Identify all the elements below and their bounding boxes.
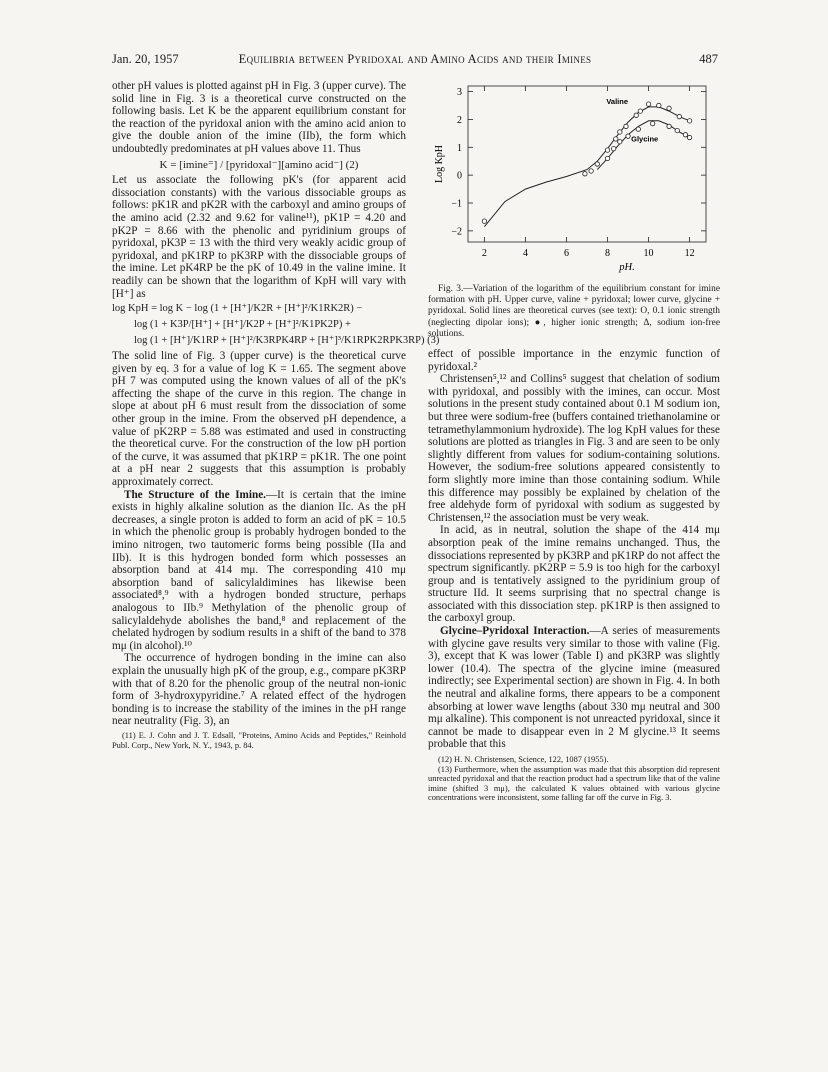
data-point-valine	[605, 148, 609, 152]
y-tick-label: −2	[451, 226, 462, 238]
data-point-valine	[646, 102, 650, 106]
data-point-valine	[624, 124, 628, 128]
data-point-valine	[618, 130, 622, 134]
data-point-glycine	[667, 124, 671, 128]
y-axis-label: Log KpH	[434, 144, 445, 184]
x-tick-label: 8	[605, 248, 611, 259]
paragraph: Christensen⁵,¹² and Collins⁵ suggest that chelation of sodium with pyridoxal, and possibly with the imines, can occur. Most solutions in the present study contained about 0.1 M sodium ion, but three were sodium-free (buffers contained triethanolamine or tetramethylammonium hydroxide). The log KpH values for these solutions are plotted as triangles in Fig. 3 and are seen to be only slightly different from values for sodium-containing solutions. However, the sodium-free solutions appeared consistently to form slightly more imine than those containing sodium. While this difference may possibly be explained by chelation of the free aldehyde form of pyridoxal with sodium as suggested by Christensen,¹² the association must be very weak.	[428, 373, 720, 524]
data-point-valine	[634, 113, 638, 117]
data-point-valine	[638, 109, 642, 113]
series-label-glycine: Glycine	[631, 134, 659, 144]
x-axis-label: pH.	[619, 262, 635, 273]
data-point-valine	[595, 162, 599, 166]
data-point-valine	[583, 172, 587, 176]
data-point-valine	[667, 106, 671, 110]
data-point-valine	[482, 219, 486, 223]
section-glycine	[428, 625, 720, 751]
page-number: 487	[699, 52, 718, 66]
x-tick-label: 6	[563, 248, 569, 259]
data-point-glycine	[683, 133, 687, 137]
series-label-valine: Valine	[606, 97, 629, 107]
x-tick-label: 12	[684, 248, 695, 259]
data-point-glycine	[626, 134, 630, 138]
y-tick-label: 2	[457, 114, 462, 126]
data-point-glycine	[687, 135, 691, 139]
data-point-glycine	[611, 146, 615, 150]
data-point-valine	[687, 119, 691, 123]
data-point-glycine	[675, 128, 679, 132]
section-heading: The Structure of the Imine.	[124, 488, 266, 501]
paragraph: other pH values is plotted against pH in Fig. 3 (upper curve). The solid line in Fig. 3 is a theoretical curve constructed on the following basis. Let K be the apparent equilibrium constant for the reaction of the pyridoxal anion with the amino acid anion to give the double anion of the imine (IIb), the form which undoubtedly predominates at pH values above 11. Thus	[112, 80, 406, 155]
data-point-glycine	[618, 140, 622, 144]
data-point-glycine	[650, 121, 654, 125]
figure-caption: Fig. 3.—Variation of the logarithm of the equilibrium constant for imine formation with pH. Upper curve, valine + pyridoxal; lower curve, glycine + pyridoxal. Solid lines are theoretical curves (see text): O, 0.1 ionic strength (neglecting dipolar ions); ●, higher ionic strength; Δ, sodium ion-free solutions.	[428, 284, 720, 339]
data-point-glycine	[605, 156, 609, 160]
data-point-valine	[657, 103, 661, 107]
section-structure	[112, 489, 406, 653]
y-tick-label: −1	[451, 198, 462, 210]
figure-3	[428, 80, 720, 280]
chart	[428, 80, 720, 280]
curve-valine	[484, 107, 689, 227]
section-text: —A series of measurements with glycine gave results very similar to those with valine (Fig. 3), except that K was lower (Table I) and pK3RP was slightly lower (10.4). The spectra of the glycine imine (measured indirectly; see Experimental section) are shown in Fig. 4. In both the neutral and alkaline forms, there appears to be a component absorbing at lower wave lengths (about 330 mμ neutral and 300 mμ alkaline). This component is not unreacted pyridoxal, since it cannot be made to disappear even in 2 M glycine.¹³ It seems probable that this	[428, 625, 720, 751]
x-tick-label: 2	[481, 248, 487, 259]
paragraph: Let us associate the following pK's (for apparent acid dissociation constants) with the various dissociable groups as follows: pK1R and pK2R with the carboxyl and amino groups of the amino acid (2.32 and 9.62 for valine¹¹), pK1P = 4.20 and pK2P = 8.66 with the phenolic and pyridinium groups of pyridoxal, pK3P = 13 with the third very weakly acidic group of pyridoxal, and pK1RP to pK3RP with the dissociable groups of the imine. Let pK4RP be the pK of 10.49 in the valine imine. It readily can be shown that the logarithm of KpH will vary with [H⁺] as	[112, 174, 406, 300]
running-header	[112, 52, 718, 68]
header-date: Jan. 20, 1957	[112, 52, 179, 66]
equation-3-line-2: log (1 + K3P/[H⁺] + [H⁺]/K2P + [H⁺]²/K1PK2P) +	[134, 319, 351, 331]
y-tick-label: 0	[457, 170, 462, 182]
data-point-valine	[677, 114, 681, 118]
footnote-12: (12) H. N. Christensen, Science, 122, 1087 (1955).	[438, 755, 609, 765]
equation-2: K = [imine⁼] / [pyridoxal⁻][amino acid⁻] (2)	[159, 158, 359, 171]
data-point-glycine	[636, 127, 640, 131]
header-title: Equilibria between Pyridoxal and Amino Acids and their Imines	[238, 52, 592, 66]
equation-3-line-1: log KpH = log K − log (1 + [H⁺]/K2R + [H⁺]²/K1RK2R) −	[112, 303, 363, 315]
paragraph: The solid line of Fig. 3 (upper curve) is the theoretical curve given by eq. 3 for a value of log K = 1.65. The segment above pH 7 was computed using the known values of all of the pK's affecting the shape of the curve in this region. The change in slope at about pH 6 must result from the dissociation of some other group in the imine. From the observed pH dependence, a value of pK2RP = 5.88 was estimated and used in constructing the theoretical curve. For the construction of the low pH portion of the curve, it was assumed that pK1RP = pK1R. The one point at a pH near 2 suggests that this assumption is probably approximately correct.	[112, 350, 406, 489]
footnote-13: (13) Furthermore, when the assumption was made that this absorption did represent unreacted pyridoxal and that the reaction product had a spectrum like that of the valine imine (shifted 3 mμ), the calculated K values obtained with various glycine concentrations were inconsistent, some falling far off the curve in Fig. 3.	[428, 764, 720, 803]
footnote-11: (11) E. J. Cohn and J. T. Edsall, "Proteins, Amino Acids and Peptides," Reinhold Publ. Corp., New York, N. Y., 1943, p. 84.	[112, 730, 406, 750]
data-point-valine	[614, 137, 618, 141]
data-point-valine	[589, 169, 593, 173]
paragraph: In acid, as in neutral, solution the shape of the 414 mμ absorption peak of the imine remains unchanged. Thus, the dissociations represented by pK3RP and pK1RP do not affect the spectrum significantly. pK2RP = 5.9 is too high for the carboxyl group and is tentatively assigned to the pyridinium group of structure IId. It seems surprising that no spectral change is associated with this dissociation step. pK1RP is then assigned to the carboxyl group.	[428, 524, 720, 625]
section-text: —It is certain that the imine exists in highly alkaline solution as the dianion IIc. As the pH decreases, a single proton is added to form an acid of pK = 10.5 in which the phenolic group is probably hydrogen bonded to the imino nitrogen, two tautomeric forms being possible (IIa and IIb). It is this hydrogen bonded form which possesses an absorption band at 414 mμ. The corresponding 410 mμ absorption band of salicylaldimines has likewise been associated⁸,⁹ with a hydrogen bonded structure, perhaps analogous to IIb.⁹ Methylation of the phenolic group of salicylaldehyde abolishes the band,⁸ and replacement of the chelated hydrogen by sodium results in a shift of the band to 378 mμ (in alcohol).¹⁰	[112, 488, 406, 652]
right-column	[428, 80, 720, 803]
paragraph: effect of possible importance in the enzymic function of pyridoxal.²	[428, 348, 720, 373]
curve-glycine	[597, 121, 689, 170]
x-tick-label: 10	[643, 248, 654, 259]
x-tick-label: 4	[522, 248, 528, 259]
y-tick-label: 3	[457, 87, 462, 99]
section-heading: Glycine–Pyridoxal Interaction.	[440, 625, 590, 638]
paragraph: The occurrence of hydrogen bonding in the imine can also explain the unusually high pK of the group, e.g., compare pK3RP with that of 8.20 for the phenolic group of the neutral non-ionic form of 3-hydroxypyridine.⁷ A related effect of the hydrogen bonding is to increase the stability of the imines in the pH range near neutrality (Fig. 3), an	[112, 652, 406, 728]
y-tick-label: 1	[457, 142, 462, 154]
equation-3-line-3: log (1 + [H⁺]/K1RP + [H⁺]²/K3RPK4RP + [H⁺]³/K1RPK2RPK3RP) (3)	[134, 335, 440, 347]
left-column	[112, 80, 440, 750]
